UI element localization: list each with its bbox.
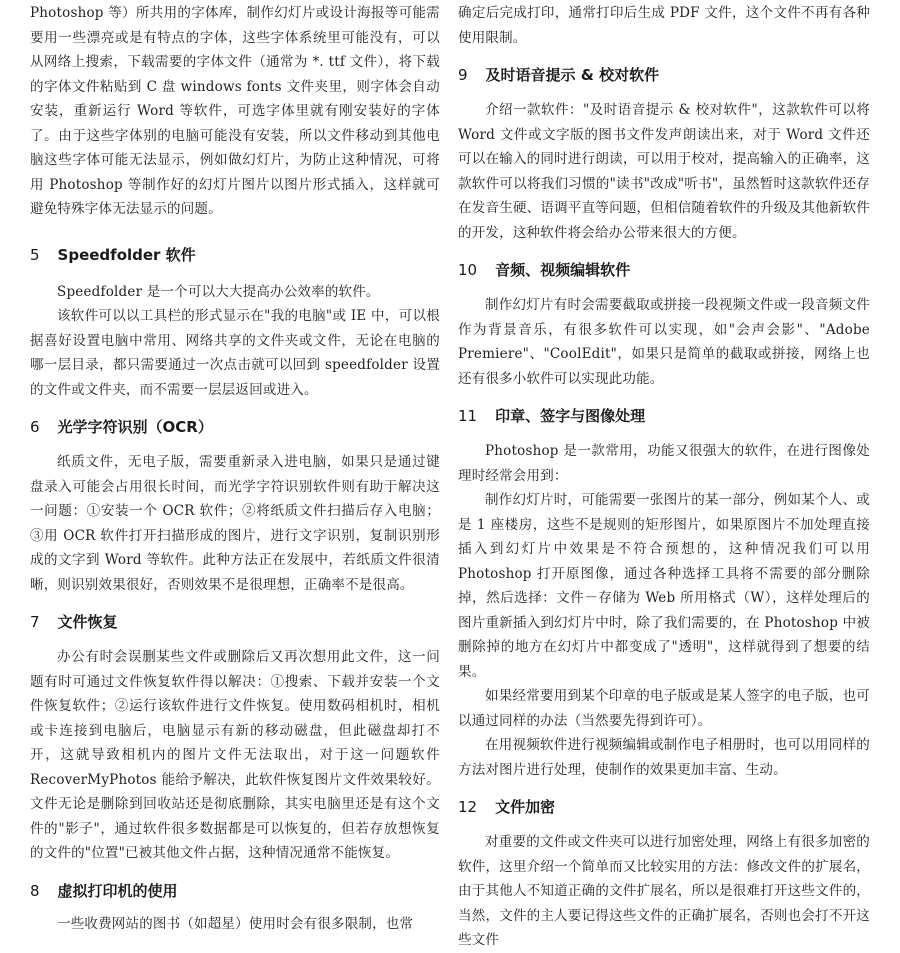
left-intro-paragraph: Photoshop 等）所共用的字体库，制作幻灯片或设计海报等可能需要用一些漂亮或是有特点的字体，这些字体系统里可能没有，可以从网络上搜索，下载需要的字体文件（通常为 *. ttf 文件），将下载的字体文件粘贴到 C 盘 windows fonts 文件夹里，则字体会自动安装，重新运行 Word 等软件，可选字体里就有刚安装好的字体了。由于这些字体别的电脑可能没有安装，所以文件移动到其他电脑这些字体可能无法显示，例如做幻灯片，为防止这种情况，可将用 Photoshop 等制作好的幻灯片图片以图片形式插入，这样就可避免特殊字体无法显示的问题。 xyxy=(30,5,440,217)
section-11-paragraph-1: Photoshop 是一款常用，功能又很强大的软件，在进行图像处理时经常会用到： xyxy=(458,443,870,484)
section-8-number: 8 xyxy=(30,881,40,900)
section-5-paragraph-2: 该软件可以以工具栏的形式显示在"我的电脑"或 IE 中，可以根据喜好设置电脑中常用、网络共享的文件夹或文件，无论在电脑的哪一层目录，都只需要通过一次点击就可以回到 speedfolder 设置的文件或文件夹，而不需要一层层返回或进入。 xyxy=(30,308,440,398)
section-8-heading xyxy=(30,880,440,902)
section-12-number: 12 xyxy=(458,798,478,816)
section-9-title: 及时语音提示 & 校对软件 xyxy=(485,66,660,84)
section-7-number: 7 xyxy=(30,613,40,631)
section-12-title: 文件加密 xyxy=(495,798,556,816)
section-9-heading xyxy=(458,64,870,86)
section-5-number: 5 xyxy=(30,245,40,264)
section-5-heading xyxy=(30,244,440,266)
section-7-paragraph-1: 办公有时会误删某些文件或删除后又再次想用此文件，这一问题有时可通过文件恢复软件得以解决：①搜索、下载并安装一个文件恢复软件；②运行该软件进行文件恢复。使用数码相机时，相机或卡连接到电脑后，电脑显示有新的移动磁盘，但此磁盘却打不开，这就导致相机内的图片文件无法取出，对于这一问题软件 RecoverMyPhotos 能给予解决，此软件恢复图片文件效果较好。文件无论是删除到回收站还是彻底删除，其实电脑里还是有这个文件的"影子"，通过软件很多数据都是可以恢复的，但若存放想恢复的文件的"位置"已被其他文件占据，这种情况通常不能恢复。 xyxy=(30,649,440,861)
section-7-heading xyxy=(30,611,440,633)
section-12-heading xyxy=(458,796,870,818)
left-column xyxy=(30,0,440,936)
right-intro-paragraph: 确定后完成打印，通常打印后生成 PDF 文件，这个文件不再有各种使用限制。 xyxy=(458,5,870,46)
section-11-paragraph-3: 如果经常要用到某个印章的电子版或是某人签字的电子版，也可以通过同样的办法（当然要先得到许可）。 xyxy=(458,688,870,729)
section-11-title: 印章、签字与图像处理 xyxy=(495,407,646,425)
section-10-title: 音频、视频编辑软件 xyxy=(495,261,631,279)
section-12-paragraph-1: 对重要的文件或文件夹可以进行加密处理，网络上有很多加密的软件，这里介绍一个简单而又比较实用的方法：修改文件的扩展名，由于其他人不知道正确的文件扩展名，所以是很难打开这些文件的，当然，文件的主人要记得这些文件的正确扩展名，否则也会打不开这些文件 xyxy=(458,834,870,948)
section-5-paragraph-1: Speedfolder 是一个可以大大提高办公效率的软件。 xyxy=(57,283,380,300)
section-6-number: 6 xyxy=(30,418,40,436)
section-8-title: 虚拟打印机的使用 xyxy=(57,881,178,900)
section-7-title: 文件恢复 xyxy=(57,613,118,631)
section-6-title: 光学字符识别（OCR） xyxy=(57,418,213,436)
section-11-heading xyxy=(458,405,870,427)
section-11-paragraph-4: 在用视频软件进行视频编辑或制作电子相册时，也可以用同样的方法对图片进行处理，使制作的效果更加丰富、生动。 xyxy=(458,737,870,778)
section-11-number: 11 xyxy=(458,407,478,425)
section-5-title: Speedfolder 软件 xyxy=(57,245,196,264)
section-6-paragraph-1: 纸质文件，无电子版，需要重新录入进电脑，如果只是通过键盘录入可能会占用很长时间，而光学字符识别软件则有助于解决这一问题：①安装一个 OCR 软件；②将纸质文件扫描后存入电脑；③用 OCR 软件打开扫描形成的图片，进行文字识别，复制识别形成的文字到 Word 等软件。此种方法正在发展中，若纸质文件很清晰，则识别效果很好，否则效果不是很理想，正确率不是很高。 xyxy=(30,454,440,593)
section-9-number: 9 xyxy=(458,66,468,84)
section-6-heading xyxy=(30,416,440,438)
section-10-number: 10 xyxy=(458,261,478,279)
section-11-paragraph-2: 制作幻灯片时，可能需要一张图片的某一部分，例如某个人、或是 1 座楼房，这些不是规则的矩形图片，如果原图片不加处理直接插入到幻灯片中效果是不符合预想的，这种情况我们可以用 Photoshop 打开原图像，通过各种选择工具将不需要的部分删除掉，然后选择：文件－存储为 Web 所用格式（W），这样处理后的图片重新插入到幻灯片中时，除了我们需要的，在 Photoshop 中被删除掉的地方在幻灯片中都变成了"透明"，这样就得到了想要的结果。 xyxy=(458,492,870,680)
section-9-paragraph-1: 介绍一款软件："及时语音提示 & 校对软件"，这款软件可以将 Word 文件或文字版的图书文件发声朗读出来，对于 Word 文件还可以在输入的同时进行朗读，可以用于校对，提高输入的正确率，这款软件可以将我们习惯的"读书"改成"听书"，虽然暂时这款软件还存在发音生硬、语调平直等问题，但相信随着软件的升级及其他新软件的开发，这种软件将会给办公带来很大的方便。 xyxy=(458,102,870,241)
section-8-paragraph-1: 一些收费网站的图书（如超星）使用时会有很多限制，也常 xyxy=(57,915,414,932)
section-10-paragraph-1: 制作幻灯片有时会需要截取或拼接一段视频文件或一段音频文件作为背景音乐，有很多软件可以实现，如"会声会影"、"Adobe Premiere"、"CoolEdit"，如果只是简单的截取或拼接，网络上也还有很多小软件可以实现此功能。 xyxy=(458,297,870,387)
right-column xyxy=(458,0,870,953)
section-10-heading xyxy=(458,259,870,281)
